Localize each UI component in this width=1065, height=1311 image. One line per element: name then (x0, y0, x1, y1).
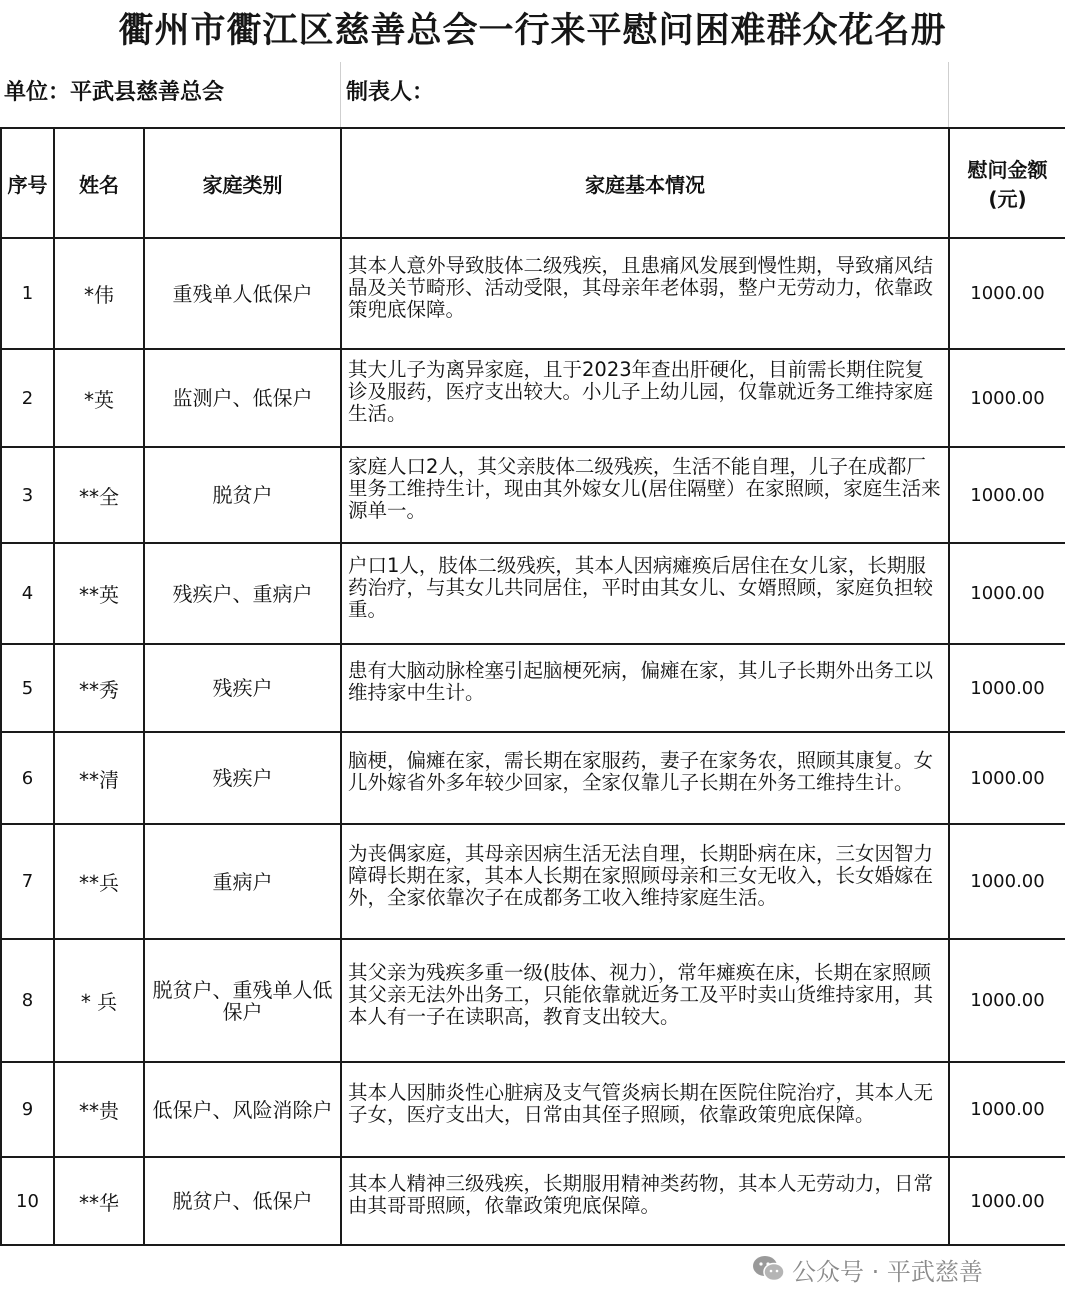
row-name: *伟 (54, 238, 144, 349)
page-title: 衢州市衢江区慈善总会一行来平慰问困难群众花名册 (118, 11, 947, 51)
row-category: 重残单人低保户 (144, 238, 341, 349)
header-divider (948, 62, 949, 128)
row-amount: 1000.00 (949, 732, 1065, 824)
row-no: 2 (1, 349, 54, 447)
row-situation: 其本人精神三级残疾，长期服用精神类药物，其本人无劳动力，日常由其哥哥照顾，依靠政策兜底保障。 (341, 1157, 949, 1245)
header-divider (340, 62, 341, 128)
row-category: 残疾户 (144, 732, 341, 824)
table-row (1, 732, 1065, 824)
row-category: 脱贫户 (144, 447, 341, 543)
row-amount: 1000.00 (949, 447, 1065, 543)
table-row (1, 349, 1065, 447)
row-situation: 其本人因肺炎性心脏病及支气管炎病长期在医院住院治疗，其本人无子女，医疗支出大，日常由其侄子照顾，依靠政策兜底保障。 (341, 1062, 949, 1157)
row-name: **清 (54, 732, 144, 824)
row-no: 4 (1, 543, 54, 644)
row-category: 脱贫户、重残单人低保户 (144, 939, 341, 1062)
table-row (1, 644, 1065, 732)
row-no: 5 (1, 644, 54, 732)
row-amount: 1000.00 (949, 1062, 1065, 1157)
header-amount: 慰问金额(元) (949, 128, 1065, 238)
row-situation: 家庭人口2人，其父亲肢体二级残疾，生活不能自理，儿子在成都厂里务工维持生计，现由其外嫁女儿(居住隔壁）在家照顾，家庭生活来源单一。 (341, 447, 949, 543)
maker-label: 制表人： (346, 80, 435, 105)
row-situation: 脑梗，偏瘫在家，需长期在家服药，妻子在家务农，照顾其康复。女儿外嫁省外多年较少回家，全家仅靠儿子长期在外务工维持生计。 (341, 732, 949, 824)
table-row (1, 939, 1065, 1062)
watermark (752, 1252, 983, 1286)
row-situation: 其父亲为残疾多重一级(肢体、视力），常年瘫痪在床，长期在家照顾其父亲无法外出务工，只能依靠就近务工及平时卖山货维持家用，其本人有一子在读职高，教育支出较大。 (341, 939, 949, 1062)
row-amount: 1000.00 (949, 349, 1065, 447)
header-name: 姓名 (54, 128, 144, 238)
table-row (1, 543, 1065, 644)
row-no: 3 (1, 447, 54, 543)
row-situation: 户口1人，肢体二级残疾，其本人因病瘫痪后居住在女儿家，长期服药治疗，与其女儿共同居住，平时由其女儿、女婿照顾，家庭负担较重。 (341, 543, 949, 644)
row-no: 1 (1, 238, 54, 349)
row-situation: 患有大脑动脉栓塞引起脑梗死病，偏瘫在家，其儿子长期外出务工以维持家中生计。 (341, 644, 949, 732)
row-category: 脱贫户、低保户 (144, 1157, 341, 1245)
row-category: 重病户 (144, 824, 341, 939)
row-name: **英 (54, 543, 144, 644)
row-name: **全 (54, 447, 144, 543)
header-no: 序号 (1, 128, 54, 238)
row-situation: 为丧偶家庭，其母亲因病生活无法自理，长期卧病在床，三女因智力障碍长期在家，其本人长期在家照顾母亲和三女无收入，长女婚嫁在外，全家依靠次子在成都务工收入维持家庭生活。 (341, 824, 949, 939)
row-amount: 1000.00 (949, 1157, 1065, 1245)
row-name: **华 (54, 1157, 144, 1245)
row-name: * 兵 (54, 939, 144, 1062)
row-situation: 其本人意外导致肢体二级残疾，且患痛风发展到慢性期，导致痛风结晶及关节畸形、活动受限，其母亲年老体弱，整户无劳动力，依靠政策兜底保障。 (341, 238, 949, 349)
roster-table (0, 127, 1065, 1246)
document-header (0, 62, 1065, 128)
row-situation: 其大儿子为离异家庭，且于2023年查出肝硬化，目前需长期住院复诊及服药，医疗支出较大。小儿子上幼儿园，仅靠就近务工维持家庭生活。 (341, 349, 949, 447)
row-category: 监测户、低保户 (144, 349, 341, 447)
row-amount: 1000.00 (949, 238, 1065, 349)
header-category: 家庭类别 (144, 128, 341, 238)
row-category: 残疾户、重病户 (144, 543, 341, 644)
row-name: **秀 (54, 644, 144, 732)
table-row (1, 824, 1065, 939)
wechat-icon (752, 1254, 786, 1284)
row-amount: 1000.00 (949, 824, 1065, 939)
header-situation: 家庭基本情况 (341, 128, 949, 238)
row-name: *英 (54, 349, 144, 447)
row-amount: 1000.00 (949, 939, 1065, 1062)
row-no: 6 (1, 732, 54, 824)
row-no: 7 (1, 824, 54, 939)
table-row (1, 1157, 1065, 1245)
row-amount: 1000.00 (949, 644, 1065, 732)
table-row (1, 1062, 1065, 1157)
row-category: 残疾户 (144, 644, 341, 732)
row-no: 9 (1, 1062, 54, 1157)
table-row (1, 238, 1065, 349)
unit-label: 单位：平武县慈善总会 (4, 80, 225, 105)
row-name: **兵 (54, 824, 144, 939)
table-header-row (1, 128, 1065, 238)
row-category: 低保户、风险消除户 (144, 1062, 341, 1157)
row-no: 10 (1, 1157, 54, 1245)
watermark-text: 公众号 · 平武慈善 (792, 1257, 983, 1286)
row-amount: 1000.00 (949, 543, 1065, 644)
table-row (1, 447, 1065, 543)
row-name: **贵 (54, 1062, 144, 1157)
row-no: 8 (1, 939, 54, 1062)
